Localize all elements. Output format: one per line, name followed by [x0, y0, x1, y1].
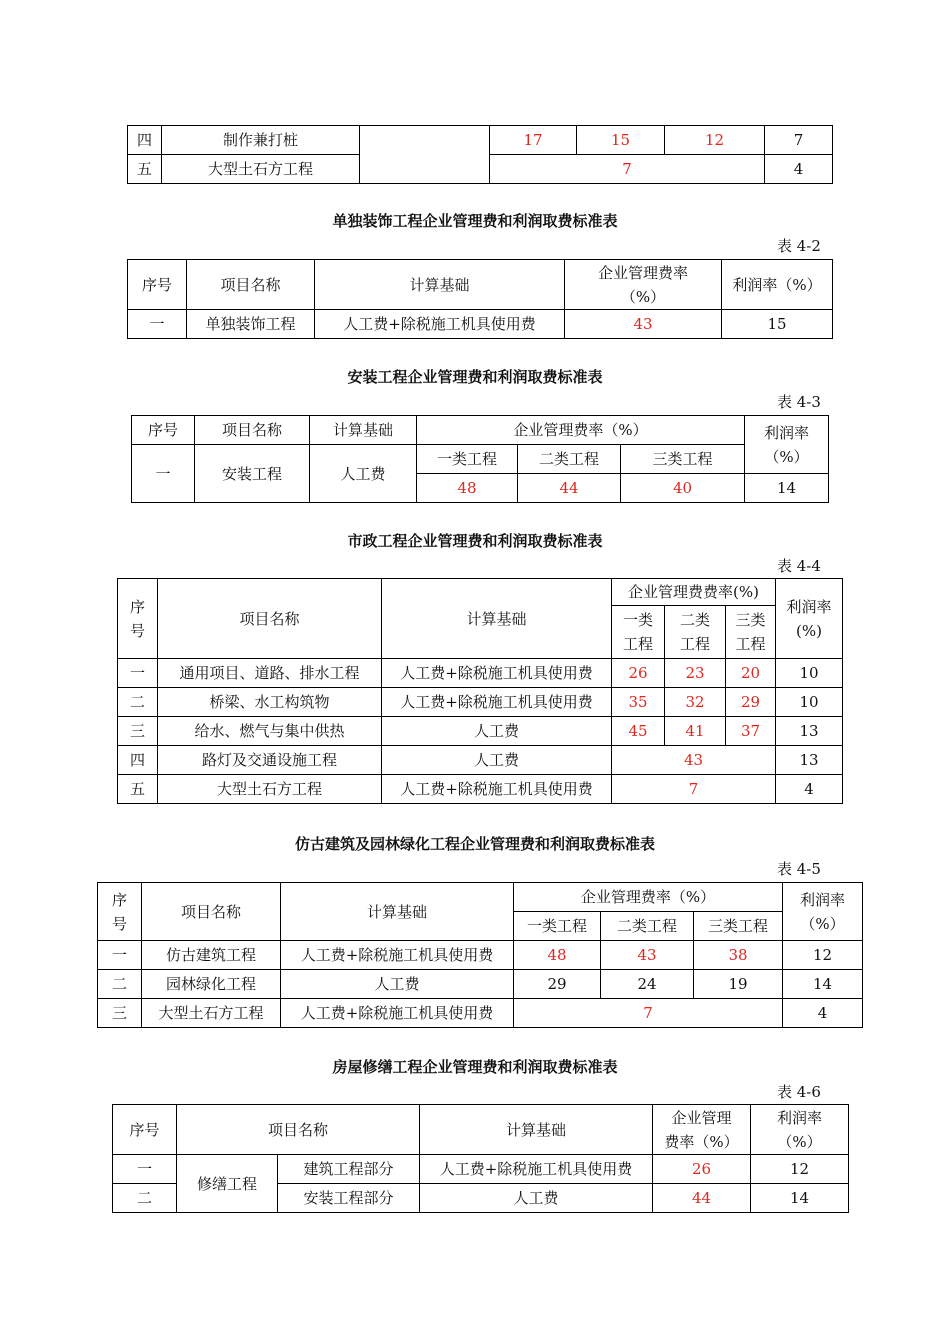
- header-name: 项目名称: [158, 579, 382, 659]
- rate-class-2: 24: [601, 970, 694, 999]
- row-number: 二: [118, 688, 158, 717]
- header-base: 计算基础: [382, 579, 612, 659]
- row-number: 四: [128, 126, 162, 155]
- calc-base: 人工费+除税施工机具使用费: [281, 941, 514, 970]
- project-name: 安装工程: [195, 445, 310, 503]
- profit-rate: 4: [765, 155, 833, 184]
- calc-base: 人工费: [310, 445, 417, 503]
- table-4-6: [112, 1104, 849, 1213]
- rate-class-1: 45: [612, 717, 665, 746]
- header-class-3-line2: 工程: [735, 635, 766, 653]
- rate-class-2: 23: [665, 659, 726, 688]
- management-rate: 26: [653, 1155, 751, 1184]
- table-4-1-continuation: [127, 125, 833, 184]
- management-rate: 44: [653, 1184, 751, 1213]
- row-number: 三: [98, 999, 142, 1028]
- header-no: [118, 579, 158, 659]
- rate-class-1: 17: [490, 126, 577, 155]
- management-rate: 7: [612, 775, 776, 804]
- management-rate: 7: [490, 155, 765, 184]
- header-class-3: 三类工程: [621, 445, 745, 474]
- header-row: [118, 579, 843, 606]
- profit-rate: 10: [776, 688, 843, 717]
- header-rate-line1: 企业管理: [671, 1108, 732, 1127]
- row-number: 四: [118, 746, 158, 775]
- header-no: 序号: [128, 260, 187, 310]
- table-4-6-number: 表 4-6: [777, 1083, 821, 1101]
- header-class-2: [665, 606, 726, 659]
- table-4-2-title: 单独装饰工程企业管理费和利润取费标准表: [332, 212, 618, 230]
- header-class-1: 一类工程: [417, 445, 518, 474]
- header-rate-line2: 费率（%）: [664, 1132, 739, 1151]
- header-base: 计算基础: [310, 416, 417, 445]
- rate-class-3: 20: [726, 659, 776, 688]
- rate-class-3: 12: [665, 126, 765, 155]
- header-rate: 企业管理费率（%）: [417, 416, 745, 445]
- header-rate-line2: （%）: [620, 287, 666, 306]
- project-name: 大型土石方工程: [158, 775, 382, 804]
- header-name: 项目名称: [187, 260, 315, 310]
- rate-class-3: 37: [726, 717, 776, 746]
- rate-class-3: 29: [726, 688, 776, 717]
- header-no: 序号: [113, 1105, 177, 1155]
- header-class-1-line1: 一类: [622, 611, 653, 629]
- profit-rate: 12: [751, 1155, 849, 1184]
- table-row: [118, 746, 843, 775]
- row-number: 一: [98, 941, 142, 970]
- table-4-4-title: 市政工程企业管理费和利润取费标准表: [347, 532, 603, 550]
- rate-class-2: 44: [518, 474, 621, 503]
- table-row: [98, 941, 863, 970]
- rate-class-3: 19: [694, 970, 783, 999]
- project-name: 单独装饰工程: [187, 310, 315, 339]
- header-profit: [751, 1105, 849, 1155]
- row-number: 一: [113, 1155, 177, 1184]
- table-4-2-number: 表 4-2: [777, 237, 821, 255]
- header-class-2-line2: 工程: [679, 635, 710, 653]
- management-rate: 43: [565, 310, 722, 339]
- header-class-2: 二类工程: [601, 912, 694, 941]
- header-rate: [653, 1105, 751, 1155]
- row-number: 一: [128, 310, 187, 339]
- table-4-3-number: 表 4-3: [777, 393, 821, 411]
- header-profit: 利润率（%）: [722, 260, 833, 310]
- table-row: [118, 659, 843, 688]
- header-name: 项目名称: [195, 416, 310, 445]
- header-row: [113, 1105, 849, 1155]
- profit-rate: 14: [745, 474, 829, 503]
- calc-base: 人工费+除税施工机具使用费: [382, 659, 612, 688]
- header-class-3-line1: 三类: [735, 611, 766, 629]
- header-no-line2: 号: [111, 914, 127, 933]
- row-number: 一: [132, 445, 195, 503]
- row-number: 五: [128, 155, 162, 184]
- project-name: 路灯及交通设施工程: [158, 746, 382, 775]
- project-name: 大型土石方工程: [162, 155, 360, 184]
- header-profit-line2: （%）: [764, 447, 809, 466]
- header-no-line1: 序: [111, 890, 127, 909]
- header-row: [98, 883, 863, 912]
- profit-rate: 14: [783, 970, 863, 999]
- header-name: 项目名称: [177, 1105, 420, 1155]
- table-row: [98, 999, 863, 1028]
- header-class-2: 二类工程: [518, 445, 621, 474]
- calc-base: 人工费+除税施工机具使用费: [281, 999, 514, 1028]
- table-4-4: [117, 578, 843, 804]
- rate-class-1: 48: [514, 941, 601, 970]
- rate-class-2: 43: [601, 941, 694, 970]
- project-name: 通用项目、道路、排水工程: [158, 659, 382, 688]
- profit-rate: 12: [783, 941, 863, 970]
- rate-class-3: 38: [694, 941, 783, 970]
- header-row: [132, 416, 829, 445]
- calc-base: 人工费+除税施工机具使用费: [420, 1155, 653, 1184]
- calc-base: 人工费+除税施工机具使用费: [315, 310, 565, 339]
- table-row: [118, 775, 843, 804]
- profit-rate: 7: [765, 126, 833, 155]
- row-number: 二: [98, 970, 142, 999]
- project-subname: 安装工程部分: [278, 1184, 420, 1213]
- rate-class-1: 29: [514, 970, 601, 999]
- header-rate: 企业管理费率（%）: [514, 883, 783, 912]
- project-name: 仿古建筑工程: [142, 941, 281, 970]
- profit-rate: 14: [751, 1184, 849, 1213]
- header-profit-line1: 利润率: [786, 597, 832, 616]
- table-4-3: [131, 415, 829, 503]
- rate-class-2: 15: [577, 126, 665, 155]
- table-row: [128, 310, 833, 339]
- table-row: [98, 970, 863, 999]
- table-4-6-title: 房屋修缮工程企业管理费和利润取费标准表: [332, 1058, 618, 1076]
- header-class-3: [726, 606, 776, 659]
- header-rate: 企业管理费费率(%): [612, 579, 776, 606]
- rate-class-1: 48: [417, 474, 518, 503]
- management-rate: 43: [612, 746, 776, 775]
- header-class-1: [612, 606, 665, 659]
- table-row: [128, 126, 833, 155]
- rate-class-2: 32: [665, 688, 726, 717]
- header-profit-line1: 利润率: [764, 423, 810, 442]
- header-base: 计算基础: [281, 883, 514, 941]
- header-name: 项目名称: [142, 883, 281, 941]
- table-4-5: [97, 882, 863, 1028]
- table-4-4-number: 表 4-4: [777, 557, 821, 575]
- header-profit: [745, 416, 829, 474]
- table-row: [113, 1155, 849, 1184]
- profit-rate: 13: [776, 746, 843, 775]
- profit-rate: 4: [783, 999, 863, 1028]
- header-class-1-line2: 工程: [622, 635, 653, 653]
- project-name: 园林绿化工程: [142, 970, 281, 999]
- header-rate-line1: 企业管理费率: [597, 263, 688, 282]
- header-row: [128, 260, 833, 310]
- header-rate: [565, 260, 722, 310]
- header-no-line2: 号: [129, 621, 145, 640]
- header-base: 计算基础: [315, 260, 565, 310]
- row-number: 二: [113, 1184, 177, 1213]
- rate-class-2: 41: [665, 717, 726, 746]
- table-row: [118, 717, 843, 746]
- calc-base: 人工费: [382, 746, 612, 775]
- calc-base-cell: [360, 126, 490, 184]
- header-profit-line2: （%）: [800, 914, 845, 933]
- header-profit-line1: 利润率: [800, 890, 846, 909]
- calc-base: 人工费: [281, 970, 514, 999]
- profit-rate: 15: [722, 310, 833, 339]
- calc-base: 人工费: [382, 717, 612, 746]
- header-no: 序号: [132, 416, 195, 445]
- project-name: 制作兼打桩: [162, 126, 360, 155]
- rate-class-1: 35: [612, 688, 665, 717]
- table-row: [118, 688, 843, 717]
- header-profit: [776, 579, 843, 659]
- header-profit: [783, 883, 863, 941]
- profit-rate: 10: [776, 659, 843, 688]
- profit-rate: 13: [776, 717, 843, 746]
- header-class-2-line1: 二类: [679, 611, 710, 629]
- calc-base: 人工费+除税施工机具使用费: [382, 775, 612, 804]
- table-4-5-title: 仿古建筑及园林绿化工程企业管理费和利润取费标准表: [294, 835, 655, 853]
- profit-rate: 4: [776, 775, 843, 804]
- project-subname: 建筑工程部分: [278, 1155, 420, 1184]
- table-4-3-title: 安装工程企业管理费和利润取费标准表: [347, 368, 603, 386]
- header-profit-line1: 利润率: [777, 1108, 823, 1127]
- row-number: 五: [118, 775, 158, 804]
- header-no: [98, 883, 142, 941]
- header-row: [132, 445, 829, 474]
- project-name: 桥梁、水工构筑物: [158, 688, 382, 717]
- row-number: 一: [118, 659, 158, 688]
- header-class-3: 三类工程: [694, 912, 783, 941]
- project-name: 大型土石方工程: [142, 999, 281, 1028]
- management-rate: 7: [514, 999, 783, 1028]
- table-4-2: [127, 259, 833, 339]
- header-no-line1: 序: [129, 597, 145, 616]
- calc-base: 人工费+除税施工机具使用费: [382, 688, 612, 717]
- calc-base: 人工费: [420, 1184, 653, 1213]
- table-4-5-number: 表 4-5: [777, 860, 821, 878]
- header-profit-line2: （%）: [777, 1132, 822, 1151]
- row-number: 三: [118, 717, 158, 746]
- project-name: 给水、燃气与集中供热: [158, 717, 382, 746]
- project-group: 修缮工程: [177, 1155, 278, 1213]
- rate-class-1: 26: [612, 659, 665, 688]
- header-class-1: 一类工程: [514, 912, 601, 941]
- header-profit-line2: (%): [796, 621, 822, 640]
- header-base: 计算基础: [420, 1105, 653, 1155]
- rate-class-3: 40: [621, 474, 745, 503]
